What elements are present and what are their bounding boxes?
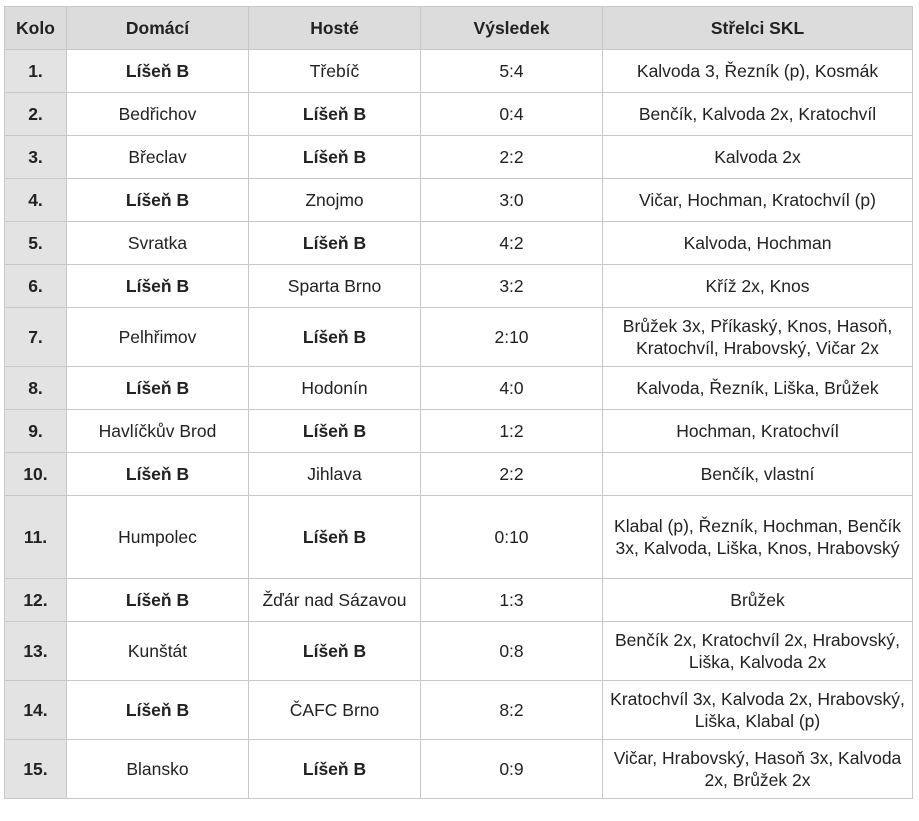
score-cell: 4:2 bbox=[421, 222, 603, 265]
home-team-cell: Líšeň B bbox=[67, 453, 249, 496]
away-team-cell: Líšeň B bbox=[249, 93, 421, 136]
score-cell: 0:10 bbox=[421, 496, 603, 579]
home-team-cell: Svratka bbox=[67, 222, 249, 265]
away-team-cell: Jihlava bbox=[249, 453, 421, 496]
score-cell: 1:3 bbox=[421, 579, 603, 622]
score-cell: 2:2 bbox=[421, 453, 603, 496]
kolo-cell: 3. bbox=[5, 136, 67, 179]
home-team-cell: Líšeň B bbox=[67, 50, 249, 93]
home-team-cell: Kunštát bbox=[67, 622, 249, 681]
score-cell: 0:8 bbox=[421, 622, 603, 681]
home-team-cell: Bedřichov bbox=[67, 93, 249, 136]
score-cell: 1:2 bbox=[421, 410, 603, 453]
score-cell: 4:0 bbox=[421, 367, 603, 410]
kolo-cell: 5. bbox=[5, 222, 67, 265]
away-team-cell: Žďár nad Sázavou bbox=[249, 579, 421, 622]
results-table-body bbox=[5, 50, 913, 799]
home-team-cell: Líšeň B bbox=[67, 265, 249, 308]
scorers-cell: Vičar, Hrabovský, Hasoň 3x, Kalvoda 2x, Brůžek 2x bbox=[603, 740, 913, 799]
header-vysledek: Výsledek bbox=[421, 7, 603, 50]
scorers-cell: Kalvoda 3, Řezník (p), Kosmák bbox=[603, 50, 913, 93]
score-cell: 2:2 bbox=[421, 136, 603, 179]
home-team-cell: Líšeň B bbox=[67, 367, 249, 410]
scorers-cell: Vičar, Hochman, Kratochvíl (p) bbox=[603, 179, 913, 222]
home-team-cell: Líšeň B bbox=[67, 681, 249, 740]
away-team-cell: Líšeň B bbox=[249, 622, 421, 681]
score-cell: 3:2 bbox=[421, 265, 603, 308]
header-hoste: Hosté bbox=[249, 7, 421, 50]
kolo-cell: 11. bbox=[5, 496, 67, 579]
away-team-cell: Sparta Brno bbox=[249, 265, 421, 308]
kolo-cell: 10. bbox=[5, 453, 67, 496]
scorers-cell: Kratochvíl 3x, Kalvoda 2x, Hrabovský, Liška, Klabal (p) bbox=[603, 681, 913, 740]
scorers-cell: Kalvoda, Hochman bbox=[603, 222, 913, 265]
score-cell: 8:2 bbox=[421, 681, 603, 740]
table-row bbox=[5, 50, 913, 93]
table-row bbox=[5, 740, 913, 799]
away-team-cell: Líšeň B bbox=[249, 740, 421, 799]
scorers-cell: Benčík 2x, Kratochvíl 2x, Hrabovský, Liška, Kalvoda 2x bbox=[603, 622, 913, 681]
away-team-cell: Líšeň B bbox=[249, 222, 421, 265]
table-row bbox=[5, 222, 913, 265]
home-team-cell: Břeclav bbox=[67, 136, 249, 179]
away-team-cell: Třebíč bbox=[249, 50, 421, 93]
header-strelci: Střelci SKL bbox=[603, 7, 913, 50]
kolo-cell: 13. bbox=[5, 622, 67, 681]
score-cell: 0:9 bbox=[421, 740, 603, 799]
table-row bbox=[5, 622, 913, 681]
table-row bbox=[5, 367, 913, 410]
scorers-cell: Kříž 2x, Knos bbox=[603, 265, 913, 308]
results-table-container bbox=[4, 6, 913, 799]
scorers-cell: Hochman, Kratochvíl bbox=[603, 410, 913, 453]
kolo-cell: 12. bbox=[5, 579, 67, 622]
home-team-cell: Pelhřimov bbox=[67, 308, 249, 367]
kolo-cell: 14. bbox=[5, 681, 67, 740]
score-cell: 5:4 bbox=[421, 50, 603, 93]
scorers-cell: Brůžek 3x, Příkaský, Knos, Hasoň, Kratochvíl, Hrabovský, Vičar 2x bbox=[603, 308, 913, 367]
kolo-cell: 4. bbox=[5, 179, 67, 222]
scorers-cell: Benčík, vlastní bbox=[603, 453, 913, 496]
home-team-cell: Havlíčkův Brod bbox=[67, 410, 249, 453]
table-row bbox=[5, 179, 913, 222]
table-row bbox=[5, 681, 913, 740]
kolo-cell: 9. bbox=[5, 410, 67, 453]
table-row bbox=[5, 136, 913, 179]
kolo-cell: 7. bbox=[5, 308, 67, 367]
away-team-cell: Líšeň B bbox=[249, 136, 421, 179]
table-row bbox=[5, 496, 913, 579]
score-cell: 0:4 bbox=[421, 93, 603, 136]
table-row bbox=[5, 579, 913, 622]
away-team-cell: Hodonín bbox=[249, 367, 421, 410]
header-kolo: Kolo bbox=[5, 7, 67, 50]
header-row bbox=[5, 7, 913, 50]
away-team-cell: Znojmo bbox=[249, 179, 421, 222]
away-team-cell: Líšeň B bbox=[249, 308, 421, 367]
away-team-cell: ČAFC Brno bbox=[249, 681, 421, 740]
header-domaci: Domácí bbox=[67, 7, 249, 50]
table-row bbox=[5, 308, 913, 367]
kolo-cell: 6. bbox=[5, 265, 67, 308]
home-team-cell: Blansko bbox=[67, 740, 249, 799]
scorers-cell: Benčík, Kalvoda 2x, Kratochvíl bbox=[603, 93, 913, 136]
kolo-cell: 1. bbox=[5, 50, 67, 93]
results-table bbox=[4, 6, 913, 799]
kolo-cell: 8. bbox=[5, 367, 67, 410]
away-team-cell: Líšeň B bbox=[249, 496, 421, 579]
scorers-cell: Kalvoda, Řezník, Liška, Brůžek bbox=[603, 367, 913, 410]
kolo-cell: 15. bbox=[5, 740, 67, 799]
table-row bbox=[5, 453, 913, 496]
scorers-cell: Kalvoda 2x bbox=[603, 136, 913, 179]
table-row bbox=[5, 93, 913, 136]
table-row bbox=[5, 410, 913, 453]
away-team-cell: Líšeň B bbox=[249, 410, 421, 453]
score-cell: 2:10 bbox=[421, 308, 603, 367]
kolo-cell: 2. bbox=[5, 93, 67, 136]
home-team-cell: Líšeň B bbox=[67, 179, 249, 222]
home-team-cell: Líšeň B bbox=[67, 579, 249, 622]
scorers-cell: Klabal (p), Řezník, Hochman, Benčík 3x, Kalvoda, Liška, Knos, Hrabovský bbox=[603, 496, 913, 579]
score-cell: 3:0 bbox=[421, 179, 603, 222]
table-row bbox=[5, 265, 913, 308]
home-team-cell: Humpolec bbox=[67, 496, 249, 579]
scorers-cell: Brůžek bbox=[603, 579, 913, 622]
